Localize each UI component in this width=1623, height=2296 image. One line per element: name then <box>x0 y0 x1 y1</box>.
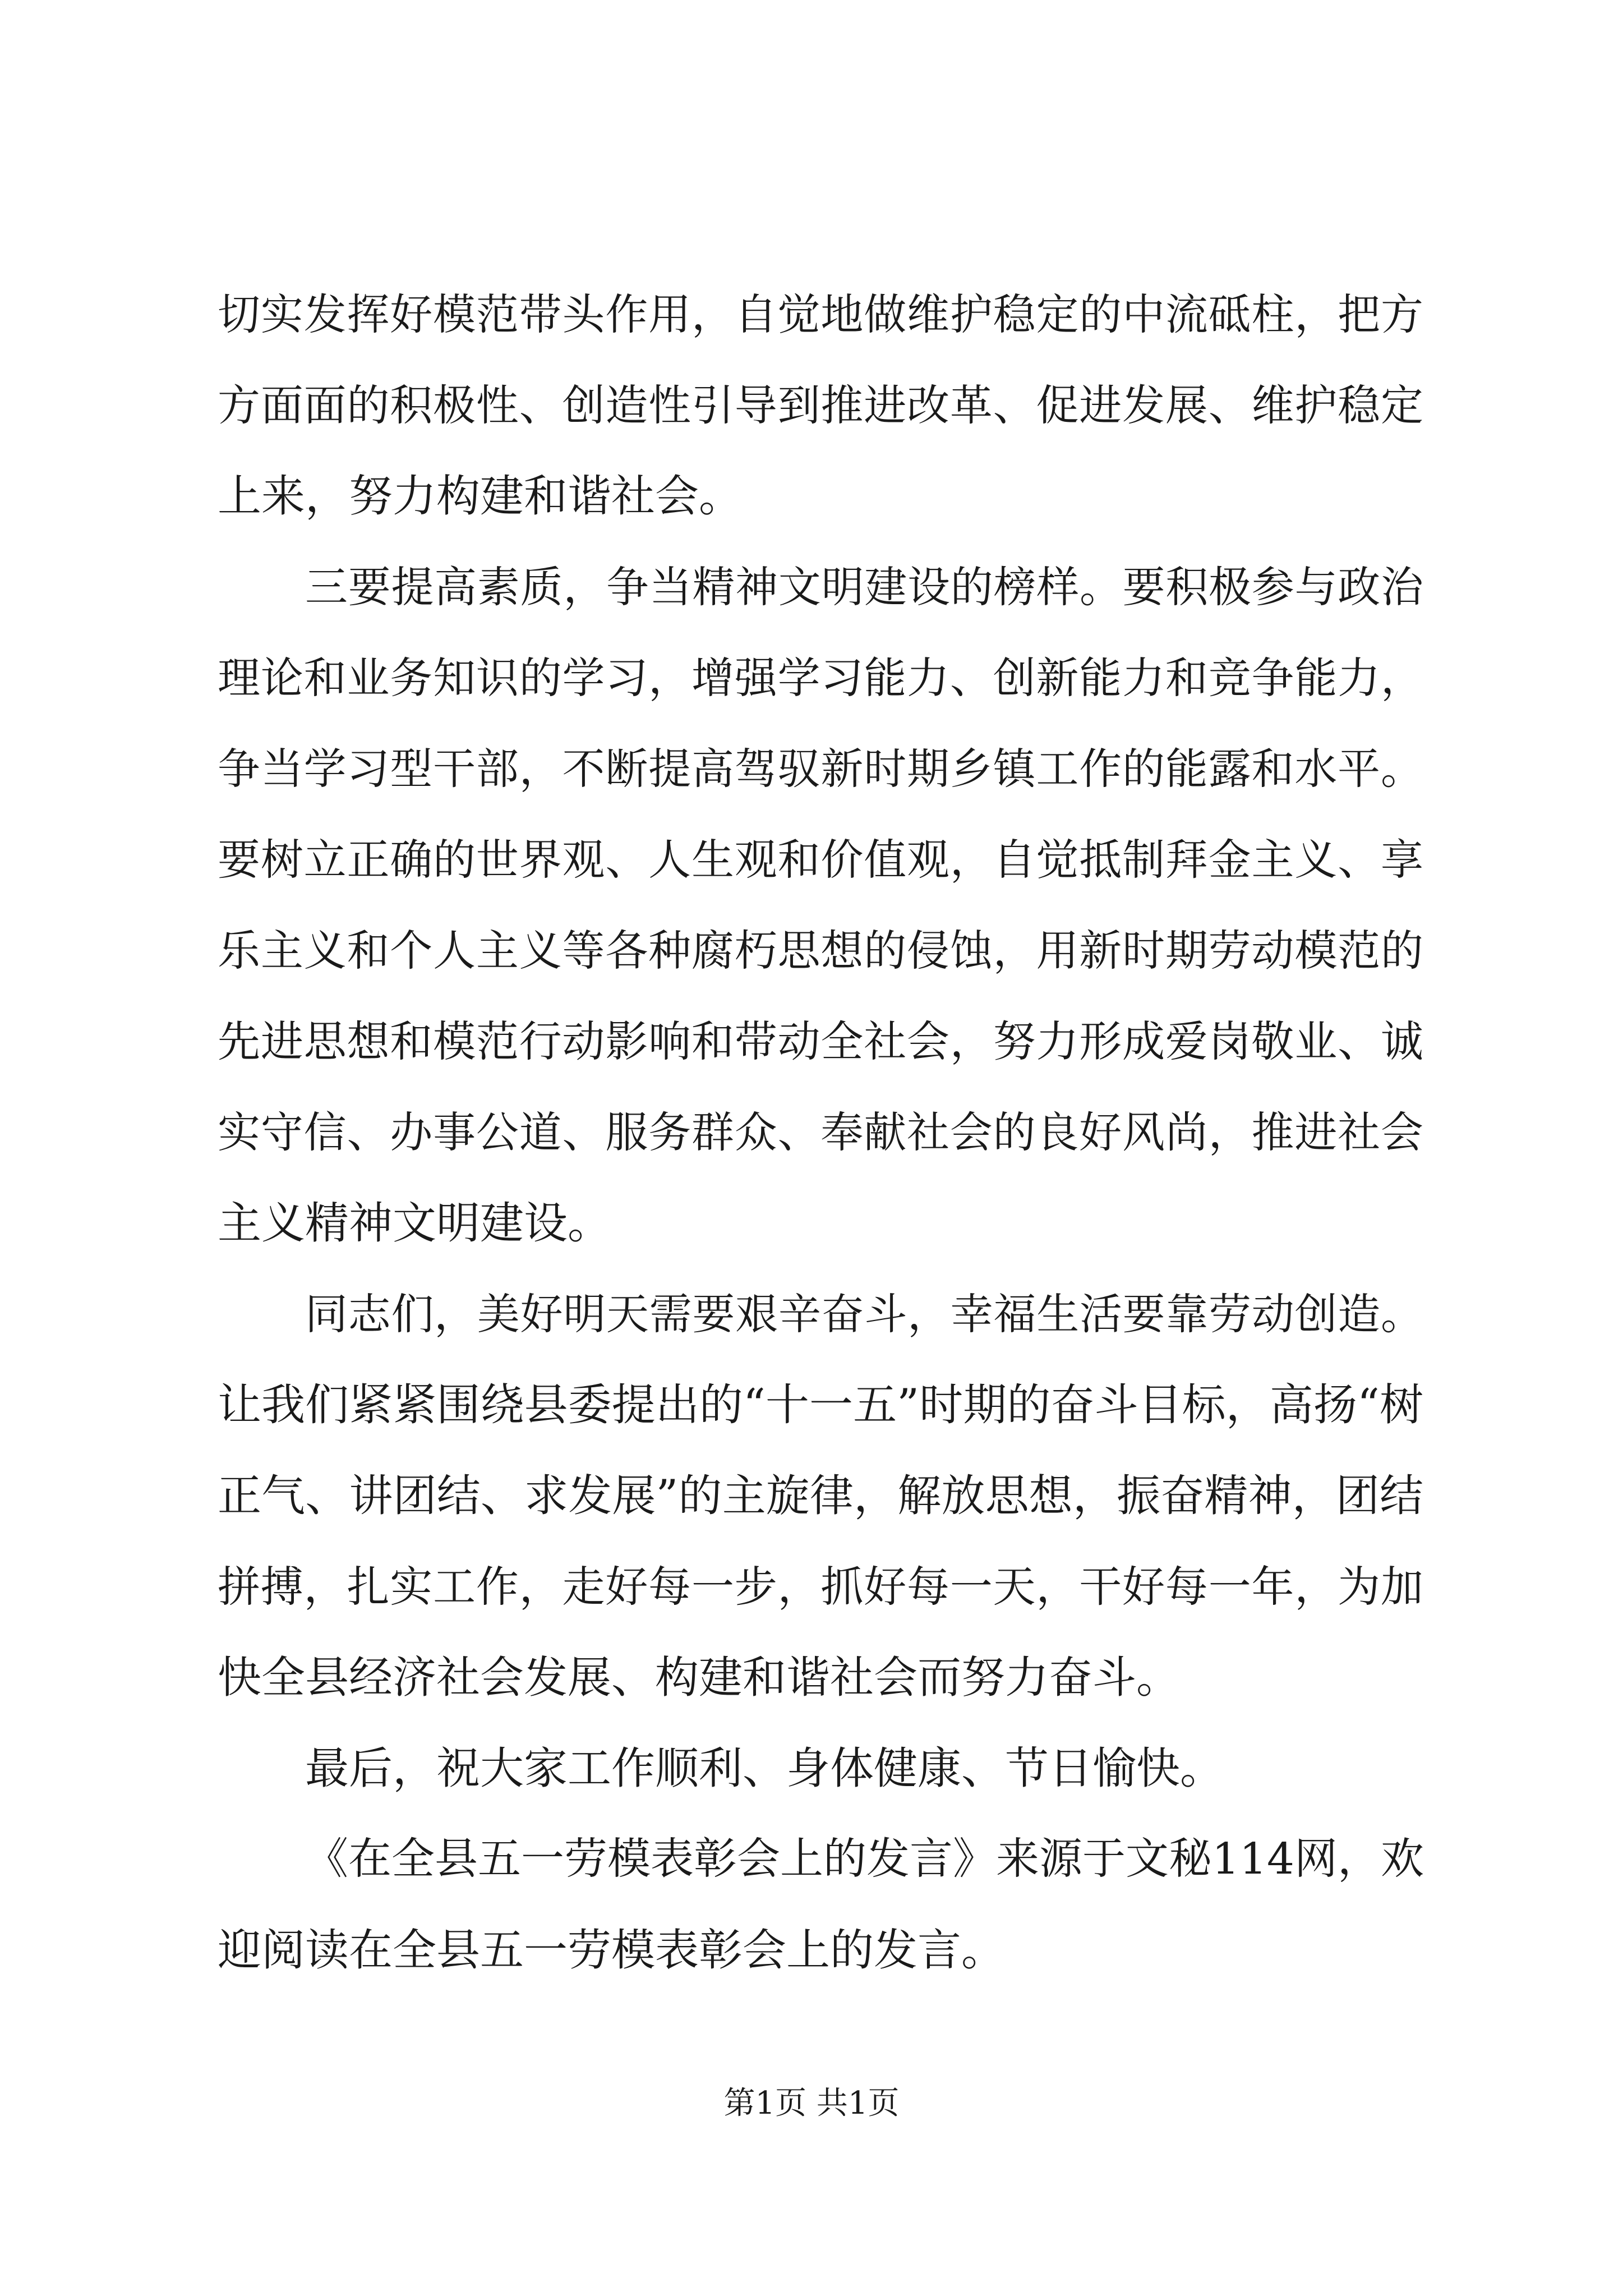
text-line: 上来，努力构建和谐社会。 <box>218 471 743 522</box>
text-line: 争当学习型干部，不断提高驾驭新时期乡镇工作的能露和水平。 <box>218 744 1423 794</box>
text-line: 方面面的积极性、创造性引导到推进改革、促进发展、维护稳定 <box>218 380 1423 430</box>
text-line: 先进思想和模范行动影响和带动全社会，努力形成爱岗敬业、诚 <box>218 1016 1423 1066</box>
text-line: 拼搏，扎实工作，走好每一步，抓好每一天，干好每一年，为加 <box>218 1562 1423 1612</box>
text-line: 乐主义和个人主义等各种腐朽思想的侵蚀，用新时期劳动模范的 <box>218 926 1423 976</box>
text-line: 三要提高素质，争当精神文明建设的榜样。要积极参与政治 <box>305 562 1423 612</box>
text-line: 迎阅读在全县五一劳模表彰会上的发言。 <box>218 1925 1006 1976</box>
text-line: 快全县经济社会发展、构建和谐社会而努力奋斗。 <box>218 1653 1181 1703</box>
text-line: 主义精神文明建设。 <box>218 1198 612 1249</box>
text-line: 同志们，美好明天需要艰辛奋斗，幸福生活要靠劳动创造。 <box>305 1289 1423 1339</box>
text-line: 正气、讲团结、求发展”的主旋律，解放思想，振奋精神，团结 <box>218 1471 1423 1521</box>
text-line: 理论和业务知识的学习，增强学习能力、创新能力和竞争能力， <box>218 653 1423 703</box>
document-body <box>218 269 1423 1996</box>
text-line: 实守信、办事公道、服务群众、奉献社会的良好风尚，推进社会 <box>218 1107 1423 1157</box>
page-footer: 第1页 共1页 <box>723 2085 900 2122</box>
text-line: 要树立正确的世界观、人生观和价值观，自觉抵制拜金主义、享 <box>218 835 1423 885</box>
text-line: 最后，祝大家工作顺利、身体健康、节日愉快。 <box>305 1743 1224 1794</box>
text-line: 让我们紧紧围绕县委提出的“十一五”时期的奋斗目标，高扬“树 <box>218 1380 1423 1430</box>
text-line: 《在全县五一劳模表彰会上的发言》来源于文秘114网，欢 <box>305 1834 1424 1884</box>
text-line: 切实发挥好模范带头作用，自觉地做维护稳定的中流砥柱，把方 <box>218 289 1423 339</box>
